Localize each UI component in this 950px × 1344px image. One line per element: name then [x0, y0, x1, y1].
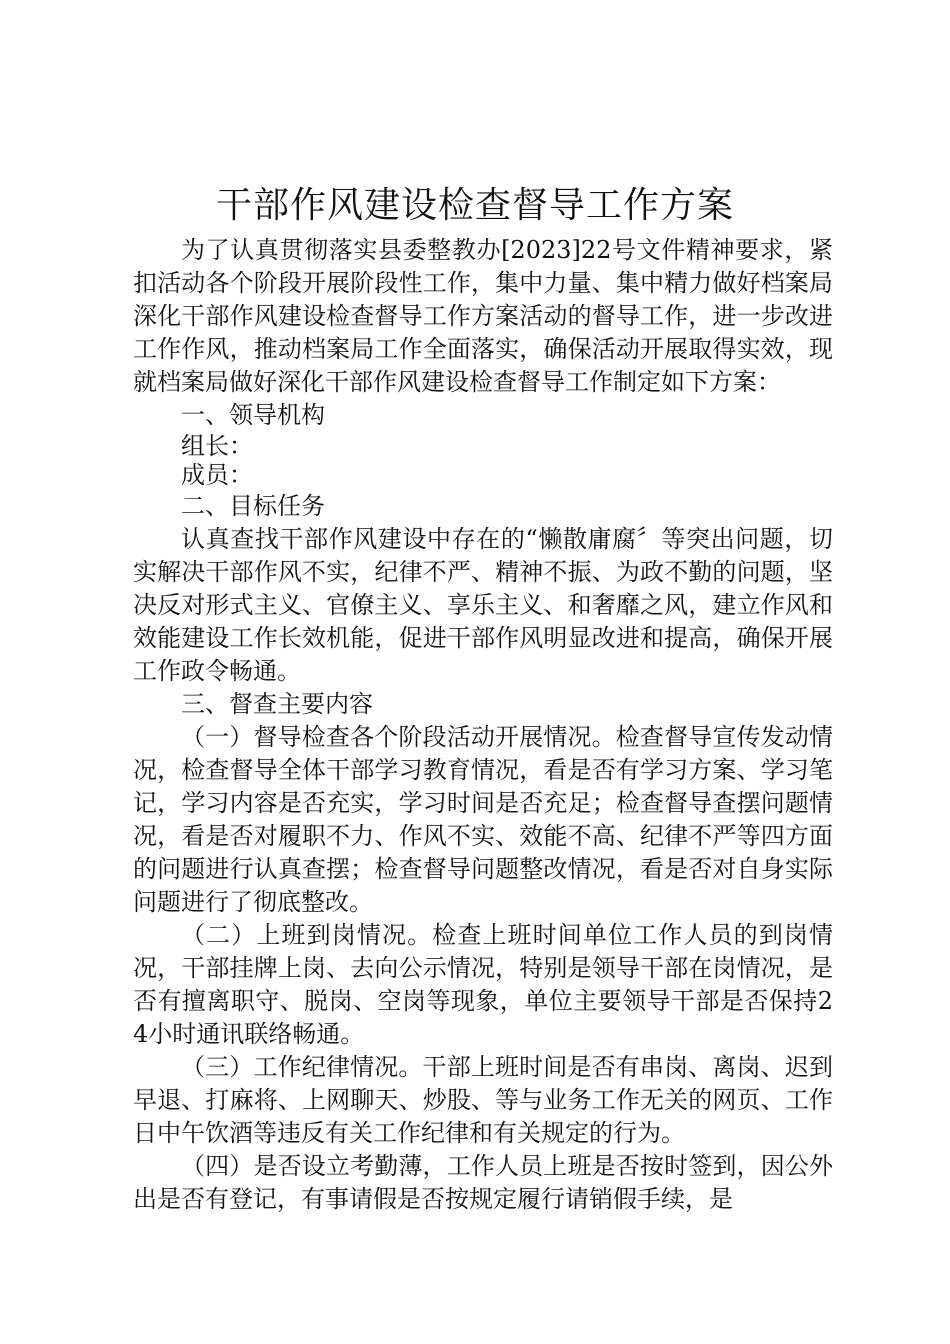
team-leader-line: 组长： [181, 432, 253, 460]
section-heading-leadership: 一、领导机构 [181, 401, 325, 429]
inspection-item-4: （四）是否设立考勤薄，工作人员上班是否按时签到，因公外出是否有登记，有事请假是否按规定履行请销假手续，是 [133, 1152, 833, 1213]
inspection-item-1: （一）督导检查各个阶段活动开展情况。检查督导宣传发动情况，检查督导全体干部学习教育情况，看是否有学习方案、学习笔记，学习内容是否充实，学习时间是否充足；检查督导查摆问题情况，看是否对履职不力、作风不实、效能不高、纪律不严等四方面的问题进行认真查摆；检查督导问题整改情况，看是否对自身实际问题进行了彻底整改。 [133, 723, 833, 916]
inspection-item-3: （三）工作纪律情况。干部上班时间是否有串岗、离岗、迟到早退、打麻将、上网聊天、炒股、等与业务工作无关的网页、工作日中午饮酒等违反有关工作纪律和有关规定的行为。 [133, 1053, 833, 1147]
document-body [133, 234, 833, 1216]
inspection-item-2: （二）上班到岗情况。检查上班时间单位工作人员的到岗情况，干部挂牌上岗、去向公示情况，特别是领导干部在岗情况，是否有擅离职守、脱岗、空岗等现象，单位主要领导干部是否保持24小时通讯联络畅通。 [133, 921, 833, 1048]
intro-paragraph: 为了认真贯彻落实县委整教办[2023]22号文件精神要求，紧扣活动各个阶段开展阶段性工作，集中力量、集中精力做好档案局深化干部作风建设检查督导工作方案活动的督导工作，进一步改进工作作风，推动档案局工作全面落实，确保活动开展取得实效，现就档案局做好深化干部作风建设检查督导工作制定如下方案： [133, 236, 833, 396]
goals-paragraph: 认真查找干部作风建设中存在的“懒散庸腐〞等突出问题，切实解决干部作风不实，纪律不严、精神不振、为政不勤的问题，坚决反对形式主义、官僚主义、享乐主义、和奢靡之风，建立作风和效能建设工作长效机能，促进干部作风明显改进和提高，确保开展工作政令畅通。 [133, 525, 833, 685]
document-title: 干部作风建设检查督导工作方案 [215, 185, 734, 226]
team-members-line: 成员： [181, 461, 253, 489]
section-heading-goals: 二、目标任务 [181, 492, 325, 520]
section-heading-inspection-content: 三、督查主要内容 [181, 690, 373, 718]
